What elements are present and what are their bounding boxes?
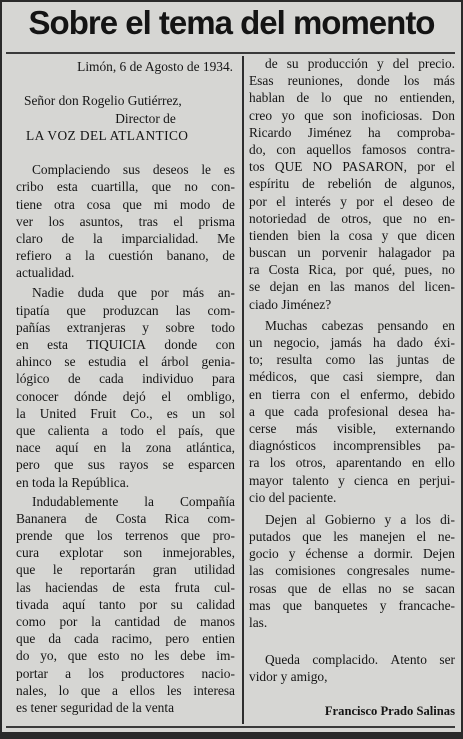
text-line: que le reportarán gran utilidad <box>16 562 235 578</box>
text-line: do, con aquellos famosos contra- <box>249 141 455 157</box>
text-line: ra los otros, aparentando en ello <box>249 455 455 471</box>
dateline: Limón, 6 de Agosto de 1934. <box>77 59 233 74</box>
bottom-rule <box>6 726 455 728</box>
addressee-name: Señor don Rogelio Gutiérrez, <box>24 93 182 109</box>
text-line: pañías extranjeras y sobre todo <box>16 319 235 335</box>
text-line: a que cada profesional desea ha- <box>249 403 455 419</box>
text-line: en toda la República. <box>16 474 130 490</box>
addressee-title: Director de <box>115 110 176 126</box>
right-paragraph <box>249 317 455 506</box>
text-line: creo yo que son inoficiosas. Don <box>249 107 455 123</box>
text-line: prende que los terrenos que pro- <box>16 528 235 544</box>
text-line: gocio y échense a dormir. Dejen <box>249 546 455 562</box>
text-line: nace aquí en la zona atlántica, <box>16 440 235 456</box>
text-line: ver los asuntos, tras el prisma <box>16 213 235 229</box>
text-line: tipatía que produzcan las com- <box>16 302 235 318</box>
right-column <box>249 55 455 720</box>
text-line: cura explotar son inmejorables, <box>16 545 235 561</box>
text-line: tos QUE NO PASARON, por el <box>249 159 455 175</box>
text-line: nales, lo que a ellos les interesa <box>16 682 235 698</box>
text-line: Complaciendo sus deseos le es <box>32 162 235 178</box>
text-line: en tierra con el enfermo, debido <box>249 386 455 402</box>
text-line: las comisiones congresales nume- <box>249 563 455 579</box>
text-line: Muchas cabezas pensando en <box>265 317 455 333</box>
text-line: mas que banquetes y francache- <box>249 597 455 613</box>
text-line: cribo esta cuartilla, que no con- <box>16 179 235 195</box>
column-divider <box>242 56 244 724</box>
text-line: cio del paciente. <box>249 489 337 505</box>
text-line: conocer dónde dejó el ombligo, <box>16 388 235 404</box>
addressee-publication: LA VOZ DEL ATLANTICO <box>26 127 189 143</box>
text-line: como por la cantidad de manos <box>16 614 235 629</box>
text-line: portar a los productores nacio- <box>16 665 235 681</box>
text-line: Nadie duda que por más an- <box>32 285 235 301</box>
text-line: vidor y amigo, <box>249 669 328 685</box>
text-line: espíritu de rebelión de algunos, <box>249 176 455 192</box>
text-line: tienden bien la cosa y que dicen <box>249 227 455 243</box>
text-line: ra Costa Rica, por qué, pues, no <box>249 262 455 278</box>
text-line: de su producción y del precio. <box>265 56 455 71</box>
text-line: la United Fruit Co., es un sol <box>16 405 235 421</box>
left-column <box>16 58 235 716</box>
text-line: putados que les manejen el ne- <box>249 529 455 545</box>
right-paragraph <box>249 651 455 685</box>
left-paragraph <box>16 493 235 716</box>
text-line: tivada aquí tanto por su calidad <box>16 596 235 612</box>
text-line: Dejen al Gobierno y a los di- <box>265 511 455 527</box>
text-line: es tener seguridad de la venta <box>16 699 175 715</box>
left-paragraph <box>16 161 235 281</box>
text-line: pero que sus rayos se esparcen <box>16 457 235 473</box>
text-line: por el interés y por el deseo de <box>249 193 455 209</box>
text-line: las. <box>249 615 268 630</box>
text-line: buscan un porvenir halagador pa <box>249 245 455 261</box>
signature: Francisco Prado Salinas <box>324 703 455 718</box>
text-line: las haciendas de esta fruta cul- <box>16 579 235 595</box>
right-paragraph <box>249 511 455 631</box>
text-line: ciado Jiménez? <box>249 296 332 312</box>
text-line: Bananera de Costa Rica com- <box>16 510 235 526</box>
text-line: diagnósticos incomprensibles pa- <box>249 438 455 454</box>
text-line: Indudablemente la Compañía <box>32 493 235 509</box>
text-line: lógico de cada individuo para <box>16 371 235 387</box>
text-line: se dejan en las manos del licen- <box>249 279 455 295</box>
right-body <box>249 55 455 686</box>
text-line: Esas reuniones, donde los más <box>249 73 455 89</box>
text-line: actualidad. <box>16 265 75 281</box>
text-line: un negocio, jamás ha dado éxi- <box>249 335 455 350</box>
text-line: ahinco se estudia el árbol genia- <box>16 354 235 370</box>
text-line: que da cada racimo, pero entien <box>16 631 235 647</box>
text-line: cerse más visible, externando <box>249 420 455 436</box>
text-line: claro de la imparcialidad. Me <box>16 230 235 246</box>
text-line: refiero a la cuestión banano, de <box>16 248 235 264</box>
right-paragraph <box>249 55 455 313</box>
text-line: médicos, que casi siempre, dan <box>249 369 455 385</box>
text-line: do yo, que esto no les debe im- <box>16 648 235 664</box>
top-rule <box>6 52 455 54</box>
text-line: tiene otra cosa que mi modo de <box>16 196 235 212</box>
left-body <box>16 161 235 716</box>
text-line: que calienta a todo el país, que <box>16 422 235 438</box>
article-title: Sobre el tema del momento <box>28 4 435 41</box>
text-line: mayor talento y cienca en perjui- <box>249 472 455 488</box>
text-line: notoriedad de otros, que no en- <box>249 210 455 226</box>
text-line: en esta TIQUICIA donde con <box>16 337 235 352</box>
text-line: Queda complacido. Atento ser <box>265 652 455 668</box>
text-line: Ricardo Jiménez ha comproba- <box>249 124 455 140</box>
left-paragraph <box>16 284 235 490</box>
text-line: hablan de lo que no entienden, <box>249 90 455 106</box>
text-line: to; resulta como las juntas de <box>249 352 455 368</box>
newspaper-page <box>2 2 461 732</box>
text-line: rosas que de ellas no se sacan <box>249 580 455 596</box>
